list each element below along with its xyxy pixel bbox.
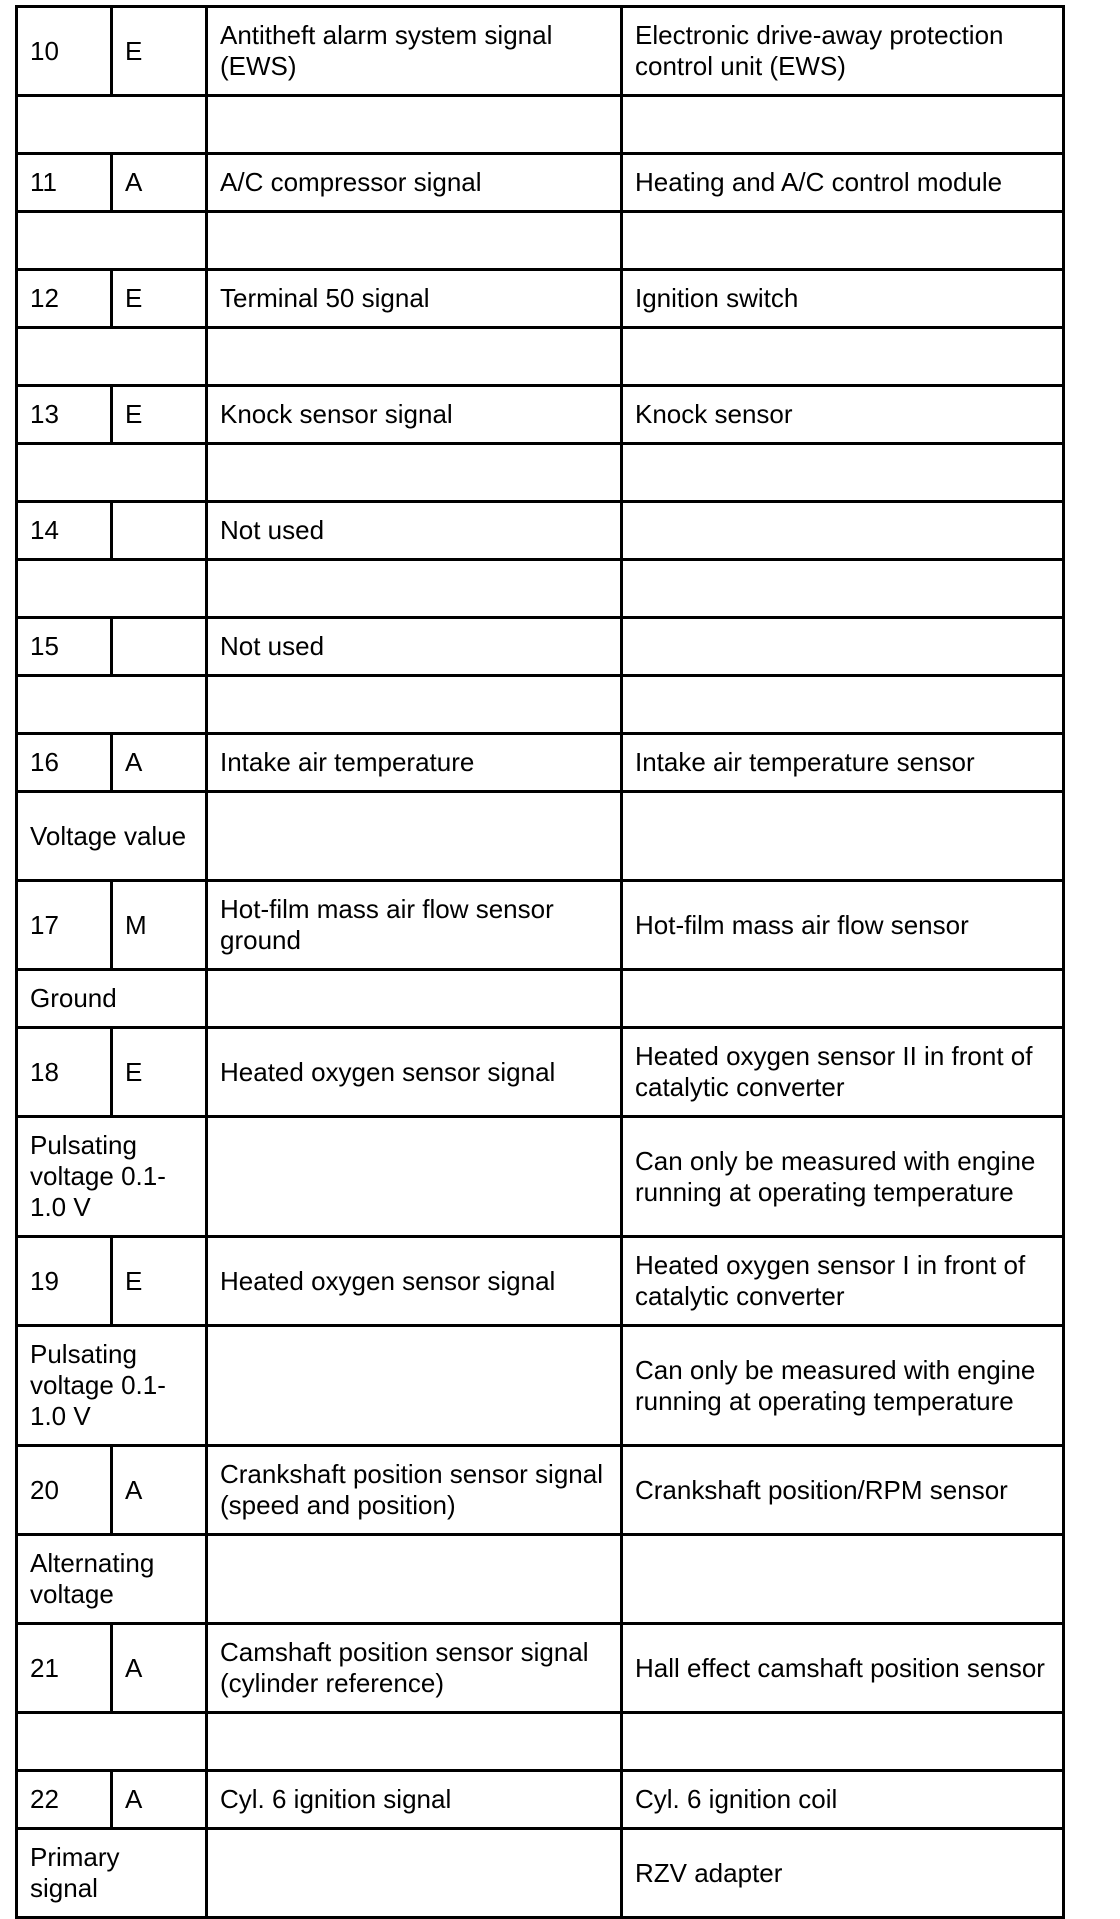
measurement-note-cell bbox=[17, 328, 207, 386]
pin-assignment-sheet bbox=[15, 5, 1062, 1919]
signal-description-cell: Intake air temperature bbox=[207, 734, 622, 792]
pin-number-cell: 15 bbox=[17, 618, 112, 676]
component-cell: Heated oxygen sensor I in front of catalytic converter bbox=[622, 1237, 1064, 1326]
note-signal-cell bbox=[207, 1117, 622, 1237]
measurement-note-cell bbox=[17, 560, 207, 618]
note-component-cell bbox=[622, 328, 1064, 386]
pin-number-cell: 13 bbox=[17, 386, 112, 444]
pin-number-cell: 10 bbox=[17, 7, 112, 96]
note-signal-cell bbox=[207, 328, 622, 386]
table-note-row bbox=[17, 1117, 1064, 1237]
note-signal-cell bbox=[207, 1535, 622, 1624]
signal-description-cell: Not used bbox=[207, 502, 622, 560]
note-component-cell bbox=[622, 1535, 1064, 1624]
component-cell: Ignition switch bbox=[622, 270, 1064, 328]
note-signal-cell bbox=[207, 96, 622, 154]
table-row bbox=[17, 1624, 1064, 1713]
component-cell bbox=[622, 618, 1064, 676]
pin-number-cell: 18 bbox=[17, 1028, 112, 1117]
signal-description-cell: Heated oxygen sensor signal bbox=[207, 1237, 622, 1326]
measurement-note-cell bbox=[17, 1713, 207, 1771]
note-component-cell bbox=[622, 560, 1064, 618]
component-cell: Crankshaft position/RPM sensor bbox=[622, 1446, 1064, 1535]
pin-number-cell: 11 bbox=[17, 154, 112, 212]
note-component-cell: Can only be measured with engine running at operating temperature bbox=[622, 1117, 1064, 1237]
measurement-note-cell: Voltage value bbox=[17, 792, 207, 881]
pin-number-cell: 20 bbox=[17, 1446, 112, 1535]
component-cell: Knock sensor bbox=[622, 386, 1064, 444]
signal-type-cell: E bbox=[112, 7, 207, 96]
measurement-note-cell bbox=[17, 444, 207, 502]
table-row bbox=[17, 618, 1064, 676]
component-cell: Hall effect camshaft position sensor bbox=[622, 1624, 1064, 1713]
table-note-row bbox=[17, 1713, 1064, 1771]
signal-type-cell: A bbox=[112, 1624, 207, 1713]
measurement-note-cell bbox=[17, 96, 207, 154]
component-cell: Cyl. 6 ignition coil bbox=[622, 1771, 1064, 1829]
table-note-row bbox=[17, 1326, 1064, 1446]
note-component-cell bbox=[622, 792, 1064, 881]
signal-type-cell: A bbox=[112, 1771, 207, 1829]
table-row bbox=[17, 502, 1064, 560]
table-row bbox=[17, 1237, 1064, 1326]
table-row bbox=[17, 270, 1064, 328]
note-signal-cell bbox=[207, 1713, 622, 1771]
measurement-note-cell: Pulsating voltage 0.1-1.0 V bbox=[17, 1326, 207, 1446]
signal-type-cell bbox=[112, 618, 207, 676]
signal-description-cell: Antitheft alarm system signal (EWS) bbox=[207, 7, 622, 96]
note-signal-cell bbox=[207, 212, 622, 270]
table-note-row bbox=[17, 792, 1064, 881]
signal-description-cell: Knock sensor signal bbox=[207, 386, 622, 444]
table-body bbox=[17, 7, 1064, 1918]
signal-description-cell: Cyl. 6 ignition signal bbox=[207, 1771, 622, 1829]
signal-type-cell: E bbox=[112, 386, 207, 444]
measurement-note-cell bbox=[17, 676, 207, 734]
note-signal-cell bbox=[207, 792, 622, 881]
pin-number-cell: 21 bbox=[17, 1624, 112, 1713]
signal-type-cell: E bbox=[112, 1028, 207, 1117]
note-signal-cell bbox=[207, 1326, 622, 1446]
note-component-cell: Can only be measured with engine running at operating temperature bbox=[622, 1326, 1064, 1446]
signal-description-cell: Heated oxygen sensor signal bbox=[207, 1028, 622, 1117]
pin-number-cell: 12 bbox=[17, 270, 112, 328]
pin-number-cell: 19 bbox=[17, 1237, 112, 1326]
table-note-row bbox=[17, 676, 1064, 734]
signal-type-cell: E bbox=[112, 270, 207, 328]
table-note-row bbox=[17, 328, 1064, 386]
note-component-cell bbox=[622, 212, 1064, 270]
pin-number-cell: 14 bbox=[17, 502, 112, 560]
signal-description-cell: A/C compressor signal bbox=[207, 154, 622, 212]
table-row bbox=[17, 1771, 1064, 1829]
table-row bbox=[17, 7, 1064, 96]
note-signal-cell bbox=[207, 444, 622, 502]
signal-type-cell: A bbox=[112, 1446, 207, 1535]
table-note-row bbox=[17, 96, 1064, 154]
component-cell bbox=[622, 502, 1064, 560]
table-note-row bbox=[17, 1535, 1064, 1624]
note-component-cell bbox=[622, 970, 1064, 1028]
table-row bbox=[17, 386, 1064, 444]
table-note-row bbox=[17, 212, 1064, 270]
signal-description-cell: Camshaft position sensor signal (cylinder reference) bbox=[207, 1624, 622, 1713]
measurement-note-cell: Ground bbox=[17, 970, 207, 1028]
table-note-row bbox=[17, 444, 1064, 502]
pin-assignment-table bbox=[15, 5, 1065, 1919]
component-cell: Heated oxygen sensor II in front of catalytic converter bbox=[622, 1028, 1064, 1117]
note-signal-cell bbox=[207, 560, 622, 618]
note-signal-cell bbox=[207, 970, 622, 1028]
note-component-cell bbox=[622, 1713, 1064, 1771]
table-note-row bbox=[17, 970, 1064, 1028]
note-component-cell bbox=[622, 676, 1064, 734]
pin-number-cell: 16 bbox=[17, 734, 112, 792]
component-cell: Heating and A/C control module bbox=[622, 154, 1064, 212]
note-signal-cell bbox=[207, 1829, 622, 1918]
table-note-row bbox=[17, 1829, 1064, 1918]
component-cell: Hot-film mass air flow sensor bbox=[622, 881, 1064, 970]
table-row bbox=[17, 734, 1064, 792]
signal-type-cell: A bbox=[112, 154, 207, 212]
component-cell: Electronic drive-away protection control unit (EWS) bbox=[622, 7, 1064, 96]
signal-description-cell: Not used bbox=[207, 618, 622, 676]
signal-description-cell: Crankshaft position sensor signal (speed and position) bbox=[207, 1446, 622, 1535]
table-row bbox=[17, 154, 1064, 212]
component-cell: Intake air temperature sensor bbox=[622, 734, 1064, 792]
signal-type-cell: A bbox=[112, 734, 207, 792]
table-note-row bbox=[17, 560, 1064, 618]
measurement-note-cell: Primary signal bbox=[17, 1829, 207, 1918]
signal-description-cell: Terminal 50 signal bbox=[207, 270, 622, 328]
pin-number-cell: 22 bbox=[17, 1771, 112, 1829]
note-signal-cell bbox=[207, 676, 622, 734]
signal-type-cell: E bbox=[112, 1237, 207, 1326]
measurement-note-cell bbox=[17, 212, 207, 270]
table-row bbox=[17, 1028, 1064, 1117]
signal-type-cell bbox=[112, 502, 207, 560]
measurement-note-cell: Alternating voltage bbox=[17, 1535, 207, 1624]
note-component-cell bbox=[622, 444, 1064, 502]
signal-type-cell: M bbox=[112, 881, 207, 970]
note-component-cell bbox=[622, 96, 1064, 154]
measurement-note-cell: Pulsating voltage 0.1-1.0 V bbox=[17, 1117, 207, 1237]
pin-number-cell: 17 bbox=[17, 881, 112, 970]
note-component-cell: RZV adapter bbox=[622, 1829, 1064, 1918]
signal-description-cell: Hot-film mass air flow sensor ground bbox=[207, 881, 622, 970]
table-row bbox=[17, 881, 1064, 970]
table-row bbox=[17, 1446, 1064, 1535]
